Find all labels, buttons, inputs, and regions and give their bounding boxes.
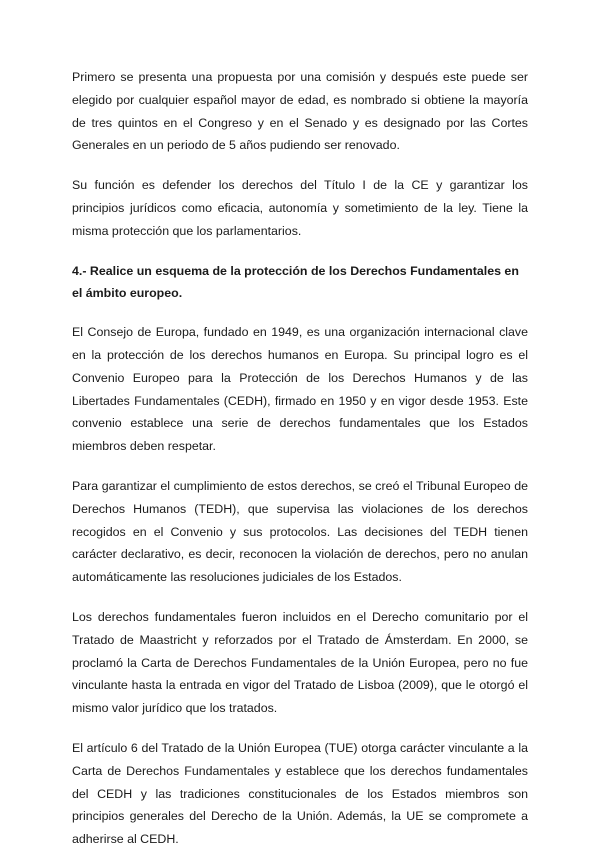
paragraph-defensor-election: Primero se presenta una propuesta por una comisión y después este puede ser elegido por cualquier español mayor de edad, es nombrado si obtiene la mayoría de tres quintos en el Congreso y en el Senado y es designado por las Cortes Generales en un periodo de 5 años pudiendo ser renovado. xyxy=(72,70,528,153)
section-heading: 4.- Realice un esquema de la protección de los Derechos Fundamentales en el ámbito europeo. xyxy=(72,263,519,301)
paragraph-consejo-europa: El Consejo de Europa, fundado en 1949, es una organización internacional clave en la protección de los derechos humanos en Europa. Su principal logro es el Convenio Europeo para la Protección de los Derechos Humanos y de las Libertades Fundamentales (CEDH), firmado en 1950 y en vigor desde 1953. Este convenio establece una serie de derechos fundamentales que los Estados miembros deben respetar. xyxy=(72,325,528,454)
paragraph-derecho-comunitario: Los derechos fundamentales fueron incluidos en el Derecho comunitario por el Tratado de Maastricht y reforzados por el Tratado de Ámsterdam. En 2000, se proclamó la Carta de Derechos Fundamentales de la Unión Europea, pero no fue vinculante hasta la entrada en vigor del Tratado de Lisboa (2009), que le otorgó el mismo valor jurídico que los tratados. xyxy=(72,609,528,716)
document-page xyxy=(72,66,528,868)
paragraph-tedh: Para garantizar el cumplimiento de estos derechos, se creó el Tribunal Europeo de Derechos Humanos (TEDH), que supervisa las violaciones de los derechos recogidos en el Convenio y sus protocolos. Las decisiones del TEDH tienen carácter declarativo, es decir, reconocen la violación de derechos, pero no anulan automáticamente las resoluciones judiciales de los Estados. xyxy=(72,478,528,585)
paragraph-articulo-6-tue: El artículo 6 del Tratado de la Unión Europea (TUE) otorga carácter vinculante a la Carta de Derechos Fundamentales y establece que los derechos fundamentales del CEDH y las tradiciones constitucionales de los Estados miembros son principios generales del Derecho de la Unión. Además, la UE se compromete a adherirse al CEDH. xyxy=(72,740,528,847)
paragraph-defensor-function: Su función es defender los derechos del Título I de la CE y garantizar los principios jurídicos como eficacia, autonomía y sometimiento de la ley. Tiene la misma protección que los parlamentarios. xyxy=(72,178,528,238)
